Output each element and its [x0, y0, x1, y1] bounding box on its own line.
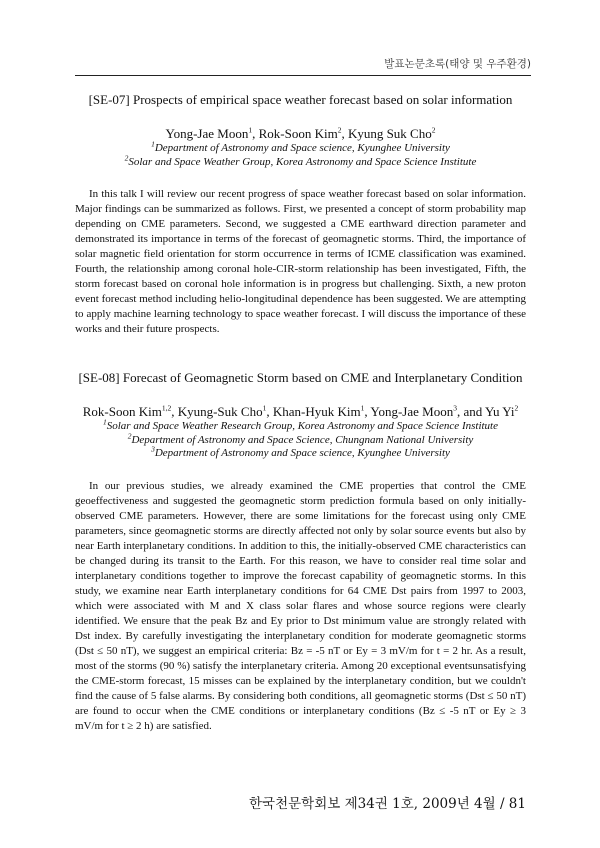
affiliation-sup: 2	[127, 430, 132, 440]
affiliation-text: Department of Astronomy and Space Science, Chungnam National University	[131, 433, 474, 446]
author-list: Rok-Soon Kim$^{1,2}$, Kyung-Suk Cho$^1$, Khan-Hyuk Kim$^1$, Yong-Jae Moon$^3$, and Yu Yi$^2$	[82, 403, 519, 419]
affiliation-text: Department of Astronomy and Space science, Kyunghee University	[154, 142, 450, 154]
author-name: Yu Yi	[485, 404, 515, 419]
affiliation-text: Solar and Space Weather Group, Korea Astronomy and Space Science Institute	[128, 155, 477, 168]
affiliation-text: Department of Astronomy and Space science, Kyunghee University	[154, 447, 450, 459]
affiliation-sup: 3	[151, 444, 155, 454]
author-sup: 2	[514, 403, 519, 413]
affiliation	[75, 417, 526, 434]
author-sup: 1	[360, 403, 365, 413]
paper-title: [SE-07] Prospects of empirical space weather forecast based on solar information	[88, 92, 513, 107]
running-header: 발표논문초록(태양 및 우주환경)	[75, 56, 531, 76]
abstract-se-08	[75, 370, 526, 734]
author-sup: 3	[453, 403, 457, 413]
page-footer: 한국천문학회보 제34권 1호, 2009년 4월 / 81	[249, 796, 526, 812]
author-name: Kyung-Suk Cho	[177, 404, 263, 419]
author-sup: 1,2	[161, 403, 172, 413]
affiliation	[75, 444, 526, 461]
abstract-body: In our previous studies, we already examined the CME properties that control the CME geoeffectiveness and suggested the geomagnetic storm prediction formula based on only initially-observed CME parameters. However, there are some limitations for the forecast using only CME parameters, since geomagnetic storms are directly affected not only by solar source events but also by near Earth interplanetary conditions. In addition to this, the initially-observed CME characteristics can be changed during its transit to the Earth. For this reason, we have to consider real time solar and interplanetary conditions together to improve the forecast capability of geomagnetic storms. In this study, we examine near Earth interplanetary conditions for 64 CME Dst pairs from 1997 to 2003, which were associated with M and X class solar flares and whose source regions were clearly identified. We ensure that the peak Bz and Ey prior to Dst minimum value are strongly related with Dst index. By carefully investigating the interplanetary condition for moderate geomagnetic storms (Dst ≤ 50 nT), we suggest an empirical criteria: Bz = -5 nT or Ey = 3 mV/m for t = 2 hr. As a result, most of the storms (90 %) satisfy the interplanetary criteria. Among 20 exceptional eventsunsatisfying the CME-storm forecast, 15 misses can be explained by the interplanetary condition, but we couldn't find the cause of 5 false alarms. By considering both conditions, all geomagnetic storms (Dst ≤ 50 nT) are found to occur when the CME conditions or interplanetary conditions (Bz ≤ -5 nT or Ey ≥ 3 mV/m for t ≥ 2 h) are satisfied.	[75, 479, 526, 732]
paper-title: [SE-08] Forecast of Geomagnetic Storm based on CME and Interplanetary Condition	[78, 370, 523, 385]
author-name: Rok-Soon Kim	[82, 404, 162, 419]
author-sup: 1	[262, 403, 267, 413]
author-name: Rok-Soon Kim	[258, 126, 338, 141]
author-list: Yong-Jae Moon$^1$, Rok-Soon Kim$^2$, Kyung Suk Cho$^2$	[165, 125, 436, 141]
affiliation	[75, 430, 526, 448]
author-sup: 2	[337, 125, 342, 135]
affiliation	[75, 139, 526, 156]
affiliation-sup: 1	[103, 417, 107, 427]
affiliation-sup: 1	[151, 139, 155, 149]
author-sup: 1	[248, 125, 253, 135]
author-name: Yong-Jae Moon	[165, 126, 249, 141]
author-name: Khan-Hyuk Kim	[272, 404, 361, 419]
abstract-se-07	[75, 92, 526, 337]
author-name: Yong-Jae Moon	[370, 404, 454, 419]
abstract-body: In this talk I will review our recent progress of space weather forecast based on solar information. Major findings can be summarized as follows. First, we presented a concept of storm probability map depending on CME parameters. Second, we suggested a CME earthward direction parameter and demonstrated its importance in terms of the forecast of geomagnetic storms. Third, the importance of solar magnetic field orientation for storm occurrence in terms of ICME classification was examined. Fourth, the relationship among coronal hole-CIR-storm relationship has been investigated, Fifth, the storm forecast based on coronal hole information is in progress but challenging. Sixth, a new proton event forecast method including helio-longitudinal dependence has been suggested. We are attempting to apply machine learning technology to space weather forecast. I will discuss the importance of these works and their future prospects.	[75, 188, 526, 335]
affiliation	[75, 152, 526, 170]
affiliation-text: Solar and Space Weather Research Group, Korea Astronomy and Space Science Institute	[106, 420, 498, 432]
author-sup: 2	[431, 125, 436, 135]
author-name: Kyung Suk Cho	[347, 126, 432, 141]
affiliation-sup: 2	[124, 152, 129, 162]
